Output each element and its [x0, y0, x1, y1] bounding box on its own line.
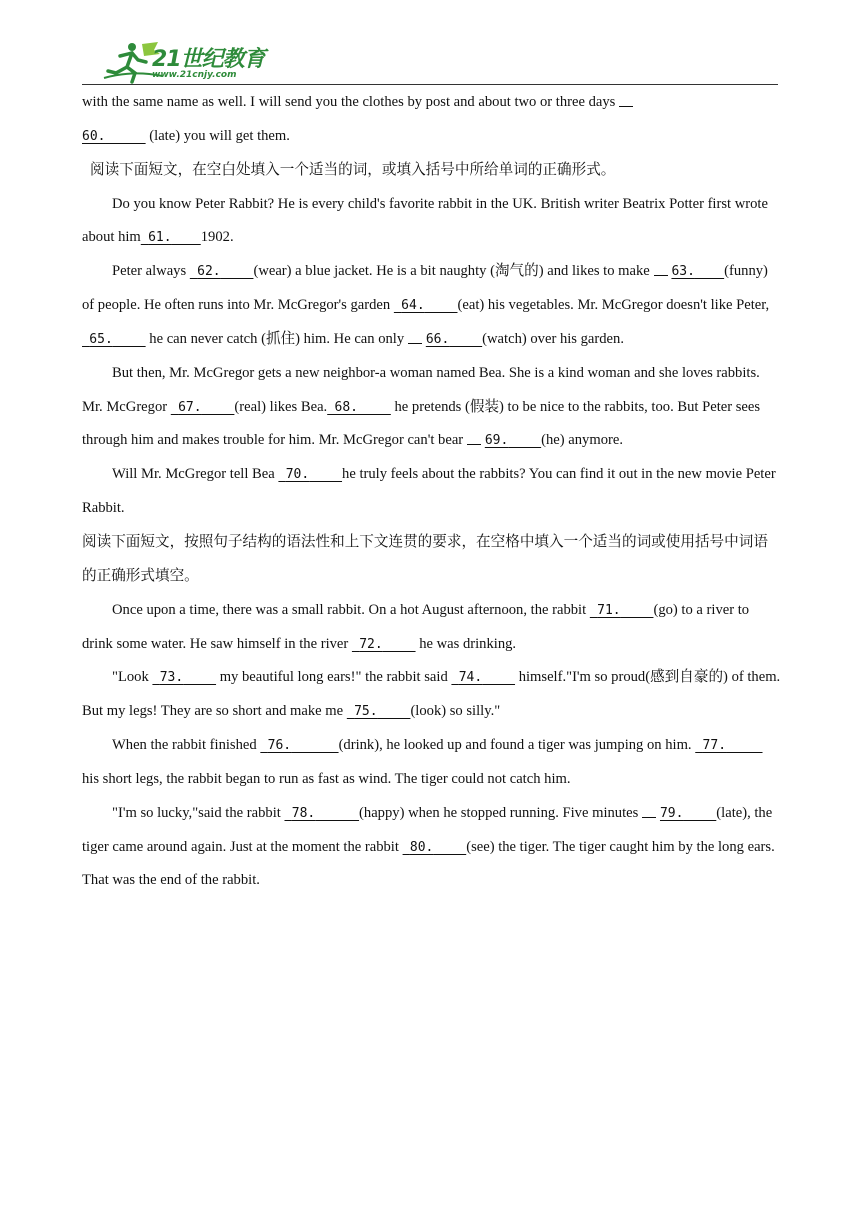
paragraph-4	[82, 458, 782, 526]
blank-62[interactable]: 62.	[197, 264, 221, 280]
text: "Look	[112, 669, 149, 686]
blank-line	[619, 92, 633, 107]
blank-69[interactable]: 69.	[484, 433, 509, 449]
blank-75[interactable]: 75.	[354, 704, 378, 720]
blank-61[interactable]: 61.	[148, 230, 172, 246]
blank-70[interactable]: 70.	[285, 467, 310, 483]
blank-71[interactable]: 71.	[597, 602, 621, 618]
text: But then, Mr. McGregor gets a new neighbor-a woman named Bea. She is a kind woman and she loves rabbits. Mr. McGregor	[82, 364, 760, 415]
blank-79[interactable]: 79.	[659, 805, 684, 821]
paragraph-3	[82, 357, 782, 459]
blank-77[interactable]: 77.	[702, 738, 727, 754]
text: "I'm so lucky,"said the rabbit	[112, 804, 281, 821]
blank-66[interactable]: 66.	[425, 331, 450, 347]
paragraph-8	[82, 797, 782, 899]
text: he can never catch (抓住) him. He can only	[149, 330, 405, 347]
blank-73[interactable]: 73.	[159, 670, 184, 686]
text: Peter always	[112, 263, 187, 280]
blank-line	[408, 329, 422, 344]
text: my beautiful long ears!" the rabbit said	[219, 669, 448, 686]
paragraph-1	[82, 188, 782, 256]
blank-line	[654, 261, 668, 276]
blank-72[interactable]: 72.	[359, 636, 383, 652]
logo-text: 21世纪教育	[152, 47, 265, 72]
document-body	[82, 86, 782, 898]
blank-78[interactable]: 78.	[291, 805, 316, 821]
section-instructions-1: 阅读下面短文，在空白处填入一个适当的词，或填入括号中所给单词的正确形式。	[90, 161, 616, 178]
text: his short legs, the rabbit began to run as fast as wind. The tiger could not catch him.	[82, 770, 571, 787]
text: himself."I'm so proud(感到自豪的) of them. But my legs! They are so short and make me	[82, 669, 781, 720]
text: 1902.	[200, 229, 234, 246]
blank-65[interactable]: 65.	[89, 331, 113, 347]
text: Do you know Peter Rabbit? He is every child's favorite rabbit in the UK. British writer Beatrix Potter first wrote about him	[82, 195, 768, 246]
blank-68[interactable]: 68.	[334, 399, 358, 415]
blank-64[interactable]: 64.	[401, 298, 425, 314]
paragraph-2	[82, 255, 782, 357]
text: (late) you will get them.	[149, 127, 290, 144]
text: (he) anymore.	[541, 432, 623, 449]
text: Once upon a time, there was a small rabbit. On a hot August afternoon, the rabbit	[112, 601, 587, 618]
text: (look) so silly."	[410, 703, 501, 720]
text: (eat) his vegetables. Mr. McGregor doesn't like Peter,	[457, 297, 770, 314]
paragraph-6	[82, 661, 782, 729]
blank-80[interactable]: 80.	[409, 839, 434, 855]
blank-line	[642, 803, 656, 818]
text: (real) likes Bea.	[234, 398, 328, 415]
text: with the same name as well. I will send you the clothes by post and about two or three days	[82, 94, 616, 110]
blank-76[interactable]: 76.	[267, 738, 292, 754]
text: (see) the tiger. The tiger caught him by the long ears. That was the end of the rabbit.	[82, 838, 775, 889]
text: (go) to a river to drink some water. He saw himself in the river	[82, 601, 750, 652]
text: (happy) when he stopped running. Five minutes	[359, 804, 639, 821]
text: (drink), he looked up and found a tiger was jumping on him.	[338, 737, 692, 754]
blank-line	[467, 430, 481, 445]
text: When the rabbit finished	[112, 737, 257, 754]
text: (late), the tiger came around again. Just at the moment the rabbit	[82, 804, 773, 855]
text: (funny) of people. He often runs into Mr. McGregor's garden	[82, 263, 768, 314]
blank-60[interactable]: 60.	[82, 128, 106, 144]
section-instructions-2: 阅读下面短文，按照句子结构的语法性和上下文连贯的要求，在空格中填入一个适当的词或使用括号中词语的正确形式填空。	[82, 533, 768, 584]
paragraph-5	[82, 594, 782, 662]
paragraph-continued	[82, 86, 782, 154]
text: he truly feels about the rabbits? You can find it out in the new movie Peter Rabbit.	[82, 466, 776, 517]
paragraph-7	[82, 729, 782, 797]
blank-63[interactable]: 63.	[671, 264, 695, 280]
logo-url: www.21cnjy.com	[152, 70, 237, 80]
text: he pretends (假装) to be nice to the rabbits, too. But Peter sees through him and makes trouble for him. Mr. McGregor can't bear	[82, 398, 761, 449]
header-rule	[82, 84, 778, 85]
text: he was drinking.	[419, 635, 517, 652]
page-header	[82, 38, 778, 86]
text: Will Mr. McGregor tell Bea	[112, 466, 275, 483]
text: (wear) a blue jacket. He is a bit naughty (淘气的) and likes to make	[253, 263, 650, 280]
blank-74[interactable]: 74.	[458, 670, 483, 686]
blank-67[interactable]: 67.	[178, 399, 202, 415]
text: (watch) over his garden.	[482, 330, 624, 347]
